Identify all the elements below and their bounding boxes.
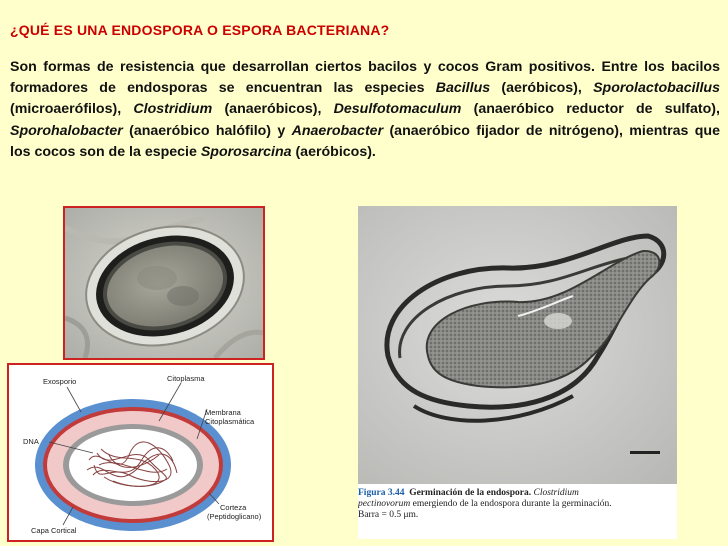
paragraph-text: (microaerófilos),: [10, 101, 134, 118]
paragraph-text: (anaeróbico fijador de nitrógeno), mientras que los cocos son de la especie: [10, 122, 720, 160]
intro-paragraph: [10, 57, 720, 163]
endospore-micrograph: [63, 206, 265, 360]
endospore-diagram: [7, 363, 274, 542]
label-membrana: Membrana Citoplasmática: [205, 408, 255, 426]
label-corteza: Corteza: [220, 503, 247, 512]
genus-anaerobacter: Anaerobacter: [291, 122, 384, 139]
label-exosporio: Exosporio: [43, 377, 77, 386]
caption-species: pectinovorum: [358, 499, 411, 509]
paragraph-text: (anaeróbico halófilo) y: [122, 122, 292, 139]
label-capa-cortical: Capa Cortical: [31, 526, 77, 535]
caption-figure-number: Figura 3.44: [358, 488, 405, 498]
caption-genus: Clostridium: [533, 488, 579, 498]
paragraph-text: (anaeróbicos),: [212, 101, 334, 118]
page-title: ¿QUÉ ES UNA ENDOSPORA O ESPORA BACTERIANA?: [10, 22, 390, 38]
paragraph-text: (aeróbicos).: [291, 143, 376, 160]
caption-rest: emergiendo de la endospora durante la germinación.: [412, 499, 612, 509]
caption-line-2: [358, 499, 677, 510]
label-citoplasma: Citoplasma: [167, 374, 205, 383]
label-peptidoglicano: (Peptidoglicano): [207, 512, 262, 521]
genus-sporohalobacter: Sporohalobacter: [10, 122, 123, 139]
figure-caption: [358, 488, 677, 521]
label-dna: DNA: [23, 437, 39, 446]
genus-sporosarcina: Sporosarcina: [200, 143, 292, 160]
genus-clostridium: Clostridium: [133, 101, 213, 118]
genus-bacillus: Bacillus: [435, 80, 491, 97]
paragraph-text: (aeróbicos),: [490, 80, 594, 97]
germination-micrograph: [358, 206, 677, 539]
genus-sporolactobacillus: Sporolactobacillus: [593, 80, 720, 97]
genus-desulfotomaculum: Desulfotomaculum: [333, 101, 462, 118]
caption-line-1: [358, 488, 677, 499]
caption-bold: Germinación de la endospora.: [409, 488, 532, 498]
paragraph-text: Son formas de resistencia que desarrollan ciertos bacilos y cocos Gram positivos. Entre los bacilos formadores de endosporas se encuentran las especies: [10, 59, 720, 97]
caption-scale: Barra = 0.5 μm.: [358, 510, 419, 520]
paragraph-text: (anaeróbico reductor de sulfato),: [461, 101, 720, 118]
